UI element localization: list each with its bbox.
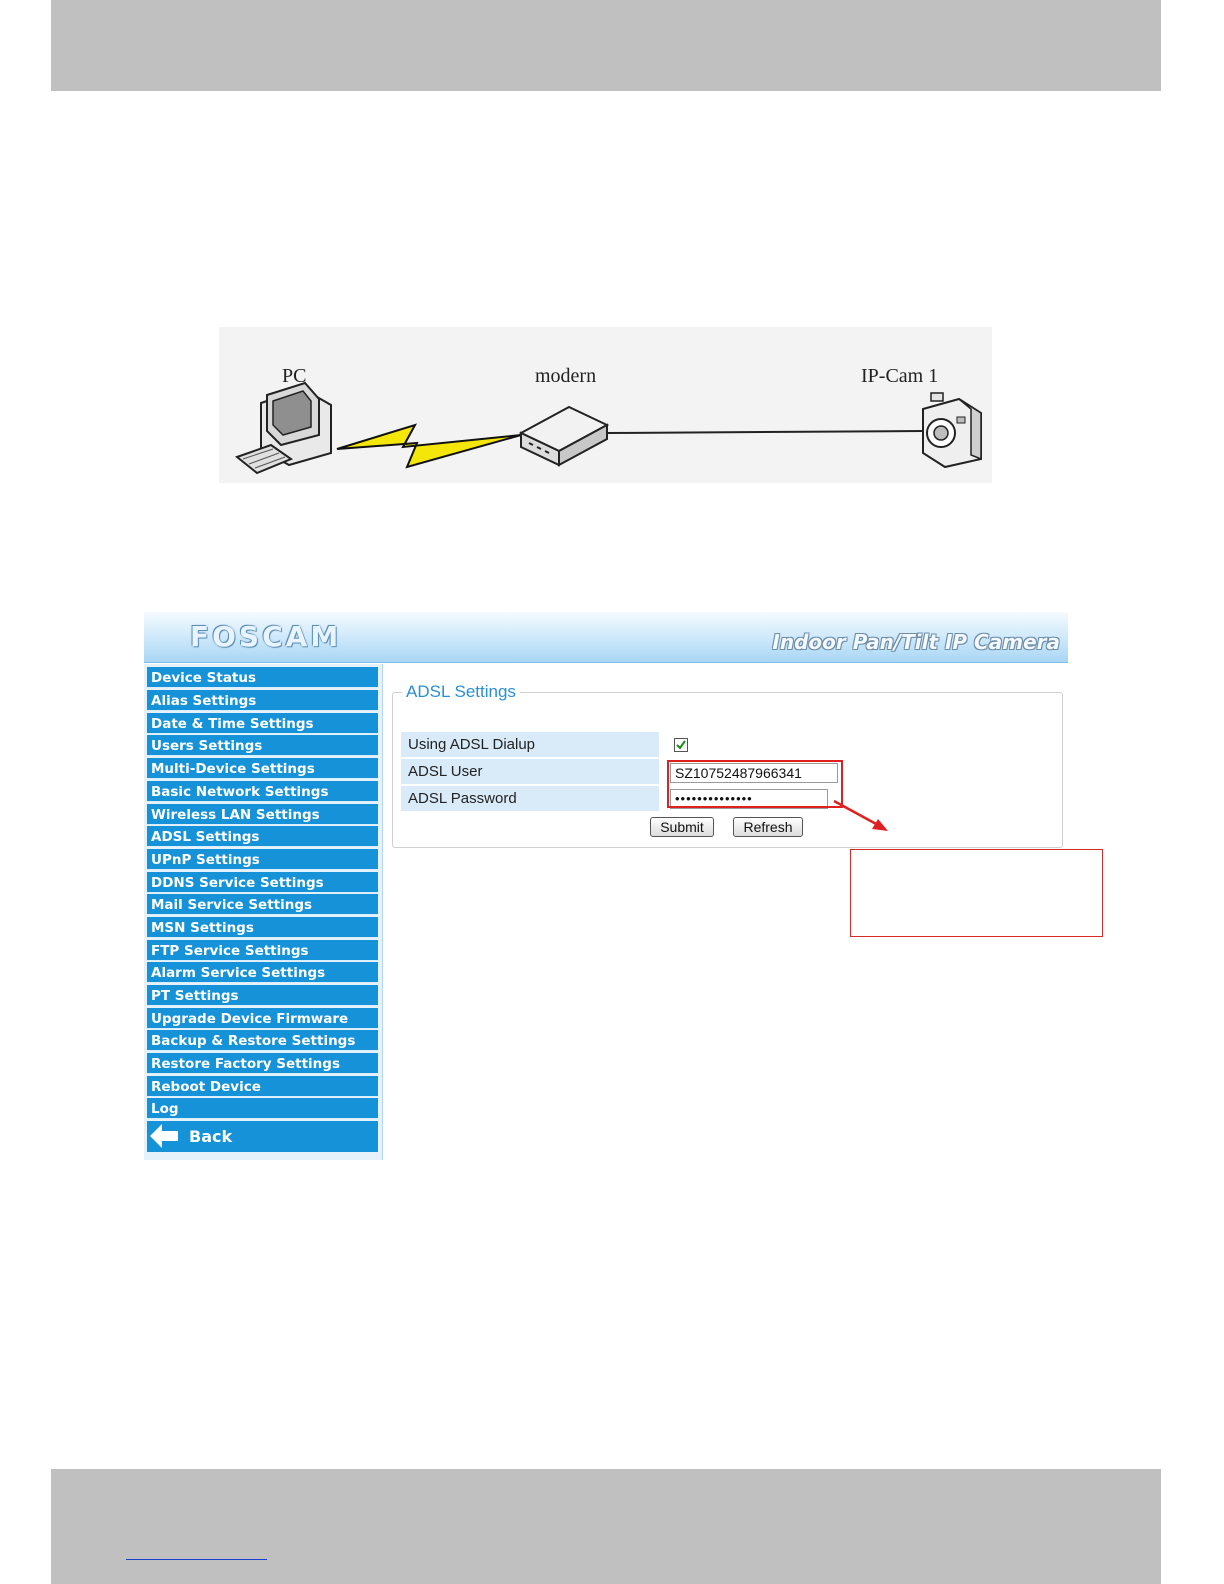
menu-item-upnp-settings[interactable]: UPnP Settings [147,849,378,870]
menu-item-multi-device-settings[interactable]: Multi-Device Settings [147,758,378,779]
pc-label: PC [282,365,307,387]
settings-menu [144,664,383,1160]
callout-box [850,849,1103,937]
camera-label: IP-Cam 1 [861,365,939,387]
submit-button[interactable]: Submit [650,817,714,837]
menu-item-mail-service-settings[interactable]: Mail Service Settings [147,894,378,915]
pc-icon [237,383,331,473]
using-adsl-dialup-label: Using ADSL Dialup [401,732,659,757]
callout-arrow-icon [830,795,900,845]
footer-link-underline[interactable] [126,1559,267,1560]
menu-item-ddns-service-settings[interactable]: DDNS Service Settings [147,872,378,893]
menu-item-backup-restore-settings[interactable]: Backup & Restore Settings [147,1030,378,1051]
menu-item-msn-settings[interactable]: MSN Settings [147,917,378,938]
panel-title: ADSL Settings [402,682,520,702]
menu-item-upgrade-device-firmware[interactable]: Upgrade Device Firmware [147,1008,378,1029]
product-title: Indoor Pan/Tilt IP Camera [772,630,1060,654]
checkmark-icon [676,740,686,750]
back-arrow-icon [150,1124,180,1148]
back-button[interactable] [147,1121,378,1152]
menu-item-restore-factory-settings[interactable]: Restore Factory Settings [147,1053,378,1074]
camera-icon [923,393,981,467]
menu-item-log[interactable]: Log [147,1098,378,1119]
back-button-label: Back [189,1127,233,1146]
menu-item-alias-settings[interactable]: Alias Settings [147,690,378,711]
adsl-password-label: ADSL Password [401,786,659,811]
adsl-user-label: ADSL User [401,759,659,784]
wireless-bolt-icon [337,425,521,467]
menu-item-users-settings[interactable]: Users Settings [147,735,378,756]
cable-line [607,431,923,433]
credentials-highlight [667,760,843,808]
page-footer-band [51,1469,1161,1584]
refresh-button[interactable]: Refresh [733,817,803,837]
camera-banner [144,612,1068,663]
network-diagram [219,327,992,483]
page-header-band [51,0,1161,91]
menu-item-alarm-service-settings[interactable]: Alarm Service Settings [147,962,378,983]
network-diagram-drawing [219,327,992,483]
menu-item-reboot-device[interactable]: Reboot Device [147,1076,378,1097]
menu-item-date-time-settings[interactable]: Date & Time Settings [147,713,378,734]
adsl-password-input[interactable]: •••••••••••••• [670,789,828,809]
modem-label: modern [535,365,597,387]
menu-item-adsl-settings[interactable]: ADSL Settings [147,826,378,847]
using-adsl-dialup-checkbox[interactable] [674,738,688,752]
brand-logo: FOSCAM [190,620,342,653]
menu-item-pt-settings[interactable]: PT Settings [147,985,378,1006]
menu-item-wireless-lan-settings[interactable]: Wireless LAN Settings [147,804,378,825]
modem-icon [521,407,607,465]
menu-item-basic-network-settings[interactable]: Basic Network Settings [147,781,378,802]
menu-item-device-status[interactable]: Device Status [147,667,378,688]
adsl-user-input[interactable]: SZ10752487966341 [670,763,838,783]
menu-item-ftp-service-settings[interactable]: FTP Service Settings [147,940,378,961]
